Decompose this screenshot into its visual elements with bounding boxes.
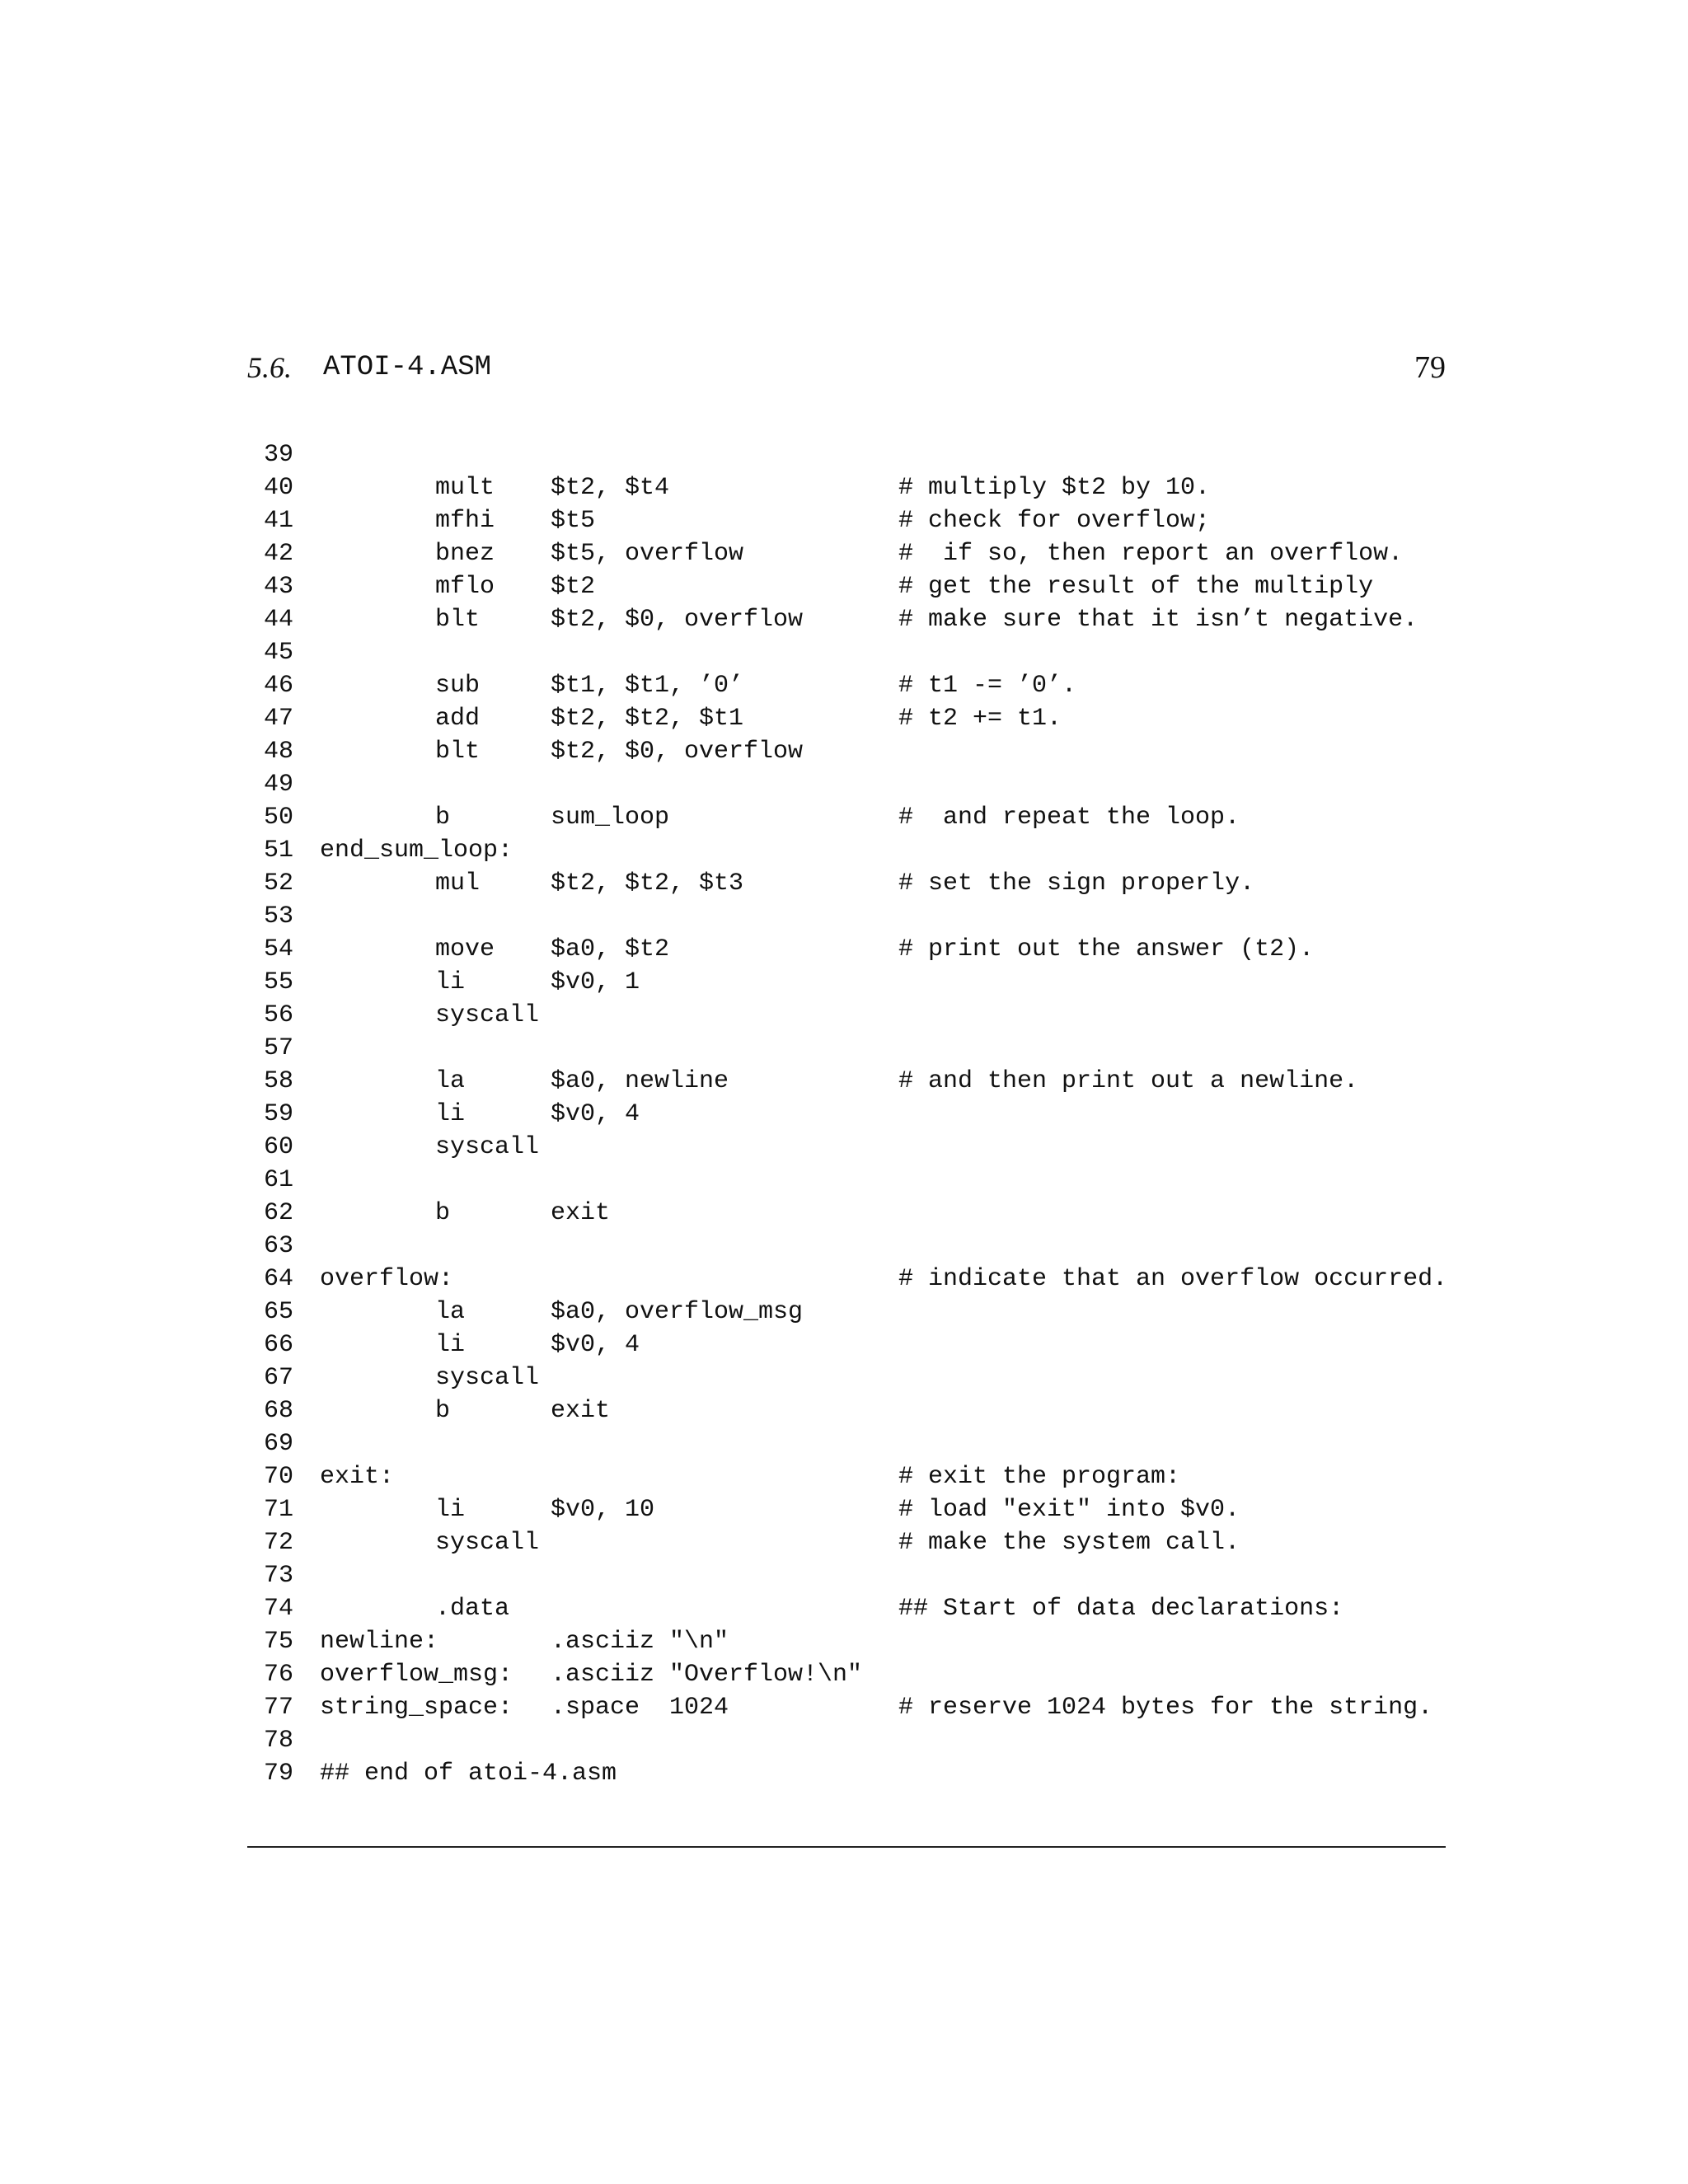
section-number: 5.6.	[247, 351, 292, 384]
code-opcode: b	[435, 804, 451, 832]
code-operands: exit	[551, 1199, 611, 1227]
code-line	[247, 966, 1446, 999]
line-number: 66	[263, 1331, 293, 1359]
code-line	[247, 867, 1446, 900]
code-comment: # indicate that an overflow occurred.	[898, 1265, 1448, 1293]
line-number: 53	[263, 902, 293, 930]
code-operands: $t5, overflow	[551, 540, 744, 568]
line-number: 61	[263, 1166, 293, 1194]
line-number: 64	[263, 1265, 293, 1293]
line-number: 71	[263, 1496, 293, 1524]
code-opcode: syscall	[435, 1529, 540, 1557]
line-number: 51	[263, 837, 293, 865]
code-opcode: bnez	[435, 540, 495, 568]
code-line	[247, 933, 1446, 966]
code-comment: # if so, then report an overflow.	[898, 540, 1404, 568]
line-number: 74	[263, 1595, 293, 1623]
code-comment: # make sure that it isn’t negative.	[898, 606, 1418, 634]
footer-rule	[247, 1846, 1446, 1848]
code-operands: exit	[551, 1397, 611, 1425]
code-line	[247, 1757, 1446, 1790]
code-opcode: li	[435, 1100, 466, 1128]
code-line	[247, 1625, 1446, 1658]
line-number: 75	[263, 1628, 293, 1656]
code-line	[247, 1329, 1446, 1361]
line-number: 76	[263, 1661, 293, 1689]
code-comment: # make the system call.	[898, 1529, 1240, 1557]
code-line	[247, 1263, 1446, 1296]
code-line	[247, 1427, 1446, 1460]
line-number: 65	[263, 1298, 293, 1326]
code-operands: .asciiz "\n"	[551, 1628, 729, 1656]
line-number: 52	[263, 869, 293, 898]
code-operands: $a0, overflow_msg	[551, 1298, 804, 1326]
code-line	[247, 1065, 1446, 1098]
code-label: string_space:	[320, 1694, 513, 1722]
code-line	[247, 1658, 1446, 1691]
line-number: 79	[263, 1760, 293, 1788]
code-operands: $t2	[551, 573, 596, 601]
code-operands: $t2, $0, overflow	[551, 738, 804, 766]
line-number: 59	[263, 1100, 293, 1128]
line-number: 69	[263, 1430, 293, 1458]
code-operands: $v0, 1	[551, 968, 640, 996]
page-header	[247, 344, 1446, 391]
line-number: 77	[263, 1694, 293, 1722]
code-operands: $v0, 10	[551, 1496, 655, 1524]
code-line	[247, 1460, 1446, 1493]
line-number: 47	[263, 705, 293, 733]
code-comment: ## Start of data declarations:	[898, 1595, 1344, 1623]
code-opcode: li	[435, 1331, 466, 1359]
code-line	[247, 1493, 1446, 1526]
line-number: 68	[263, 1397, 293, 1425]
line-number: 57	[263, 1034, 293, 1062]
line-number: 44	[263, 606, 293, 634]
line-number: 43	[263, 573, 293, 601]
code-opcode: li	[435, 968, 466, 996]
code-label: overflow_msg:	[320, 1661, 513, 1689]
section-title: ATOI-4.ASM	[323, 352, 492, 383]
code-line	[247, 603, 1446, 636]
line-number: 41	[263, 507, 293, 535]
code-comment: # exit the program:	[898, 1463, 1181, 1491]
code-line	[247, 570, 1446, 603]
code-label: end_sum_loop:	[320, 837, 513, 865]
code-opcode: blt	[435, 606, 481, 634]
code-line	[247, 438, 1446, 471]
line-number: 39	[263, 441, 293, 469]
code-label: ## end of atoi-4.asm	[320, 1760, 617, 1788]
code-operands: $v0, 4	[551, 1100, 640, 1128]
code-comment: # print out the answer (t2).	[898, 935, 1315, 963]
code-operands: $a0, $t2	[551, 935, 670, 963]
code-line	[247, 1131, 1446, 1164]
line-number: 54	[263, 935, 293, 963]
code-opcode: move	[435, 935, 495, 963]
code-line	[247, 702, 1446, 735]
page-number: 79	[1414, 350, 1446, 385]
code-label: newline:	[320, 1628, 439, 1656]
line-number: 73	[263, 1562, 293, 1590]
code-line	[247, 1361, 1446, 1394]
code-line	[247, 1526, 1446, 1559]
code-opcode: syscall	[435, 1364, 540, 1392]
line-number: 40	[263, 474, 293, 502]
line-number: 50	[263, 804, 293, 832]
code-line	[247, 801, 1446, 834]
code-line	[247, 834, 1446, 867]
code-operands: $t2, $t2, $t3	[551, 869, 744, 898]
code-label: overflow:	[320, 1265, 454, 1293]
code-opcode: mult	[435, 474, 495, 502]
line-number: 60	[263, 1133, 293, 1161]
code-line	[247, 1592, 1446, 1625]
code-comment: # and then print out a newline.	[898, 1067, 1359, 1095]
code-operands: sum_loop	[551, 804, 670, 832]
code-operands: $t1, $t1, ’0’	[551, 672, 744, 700]
line-number: 42	[263, 540, 293, 568]
line-number: 62	[263, 1199, 293, 1227]
code-comment: # t2 += t1.	[898, 705, 1062, 733]
code-comment: # get the result of the multiply	[898, 573, 1374, 601]
code-comment: # and repeat the loop.	[898, 804, 1240, 832]
code-operands: $t2, $t2, $t1	[551, 705, 744, 733]
code-comment: # set the sign properly.	[898, 869, 1255, 898]
code-line	[247, 768, 1446, 801]
code-line	[247, 504, 1446, 537]
line-number: 63	[263, 1232, 293, 1260]
code-line	[247, 537, 1446, 570]
line-number: 55	[263, 968, 293, 996]
code-line	[247, 1098, 1446, 1131]
code-line	[247, 735, 1446, 768]
code-opcode: add	[435, 705, 481, 733]
code-operands: $a0, newline	[551, 1067, 729, 1095]
code-comment: # load "exit" into $v0.	[898, 1496, 1240, 1524]
line-number: 58	[263, 1067, 293, 1095]
code-operands: .space 1024	[551, 1694, 729, 1722]
code-opcode: syscall	[435, 1001, 540, 1029]
code-opcode: mfhi	[435, 507, 495, 535]
code-line	[247, 1032, 1446, 1065]
code-operands: $t2, $0, overflow	[551, 606, 804, 634]
code-opcode: la	[435, 1067, 466, 1095]
code-line	[247, 1230, 1446, 1263]
code-line	[247, 636, 1446, 669]
code-operands: $t5	[551, 507, 596, 535]
code-opcode: mflo	[435, 573, 495, 601]
code-line	[247, 1724, 1446, 1757]
line-number: 78	[263, 1727, 293, 1755]
code-opcode: li	[435, 1496, 466, 1524]
line-number: 70	[263, 1463, 293, 1491]
code-line	[247, 669, 1446, 702]
code-comment: # reserve 1024 bytes for the string.	[898, 1694, 1433, 1722]
code-line	[247, 999, 1446, 1032]
line-number: 46	[263, 672, 293, 700]
code-opcode: .data	[435, 1595, 510, 1623]
line-number: 56	[263, 1001, 293, 1029]
code-line	[247, 1394, 1446, 1427]
code-line	[247, 1296, 1446, 1329]
line-number: 67	[263, 1364, 293, 1392]
code-line	[247, 1197, 1446, 1230]
code-operands: $t2, $t4	[551, 474, 670, 502]
code-opcode: blt	[435, 738, 481, 766]
code-listing	[247, 438, 1446, 1790]
code-opcode: mul	[435, 869, 481, 898]
code-opcode: b	[435, 1199, 451, 1227]
code-comment: # t1 -= ’0’.	[898, 672, 1077, 700]
code-line	[247, 1164, 1446, 1197]
code-line	[247, 900, 1446, 933]
code-line	[247, 471, 1446, 504]
code-opcode: la	[435, 1298, 466, 1326]
line-number: 45	[263, 639, 293, 667]
code-opcode: sub	[435, 672, 481, 700]
code-label: exit:	[320, 1463, 395, 1491]
code-operands: $v0, 4	[551, 1331, 640, 1359]
code-opcode: syscall	[435, 1133, 540, 1161]
code-comment: # multiply $t2 by 10.	[898, 474, 1211, 502]
line-number: 72	[263, 1529, 293, 1557]
code-line	[247, 1691, 1446, 1724]
line-number: 48	[263, 738, 293, 766]
code-operands: .asciiz "Overflow!\n"	[551, 1661, 863, 1689]
code-line	[247, 1559, 1446, 1592]
code-opcode: b	[435, 1397, 451, 1425]
code-comment: # check for overflow;	[898, 507, 1211, 535]
line-number: 49	[263, 771, 293, 799]
